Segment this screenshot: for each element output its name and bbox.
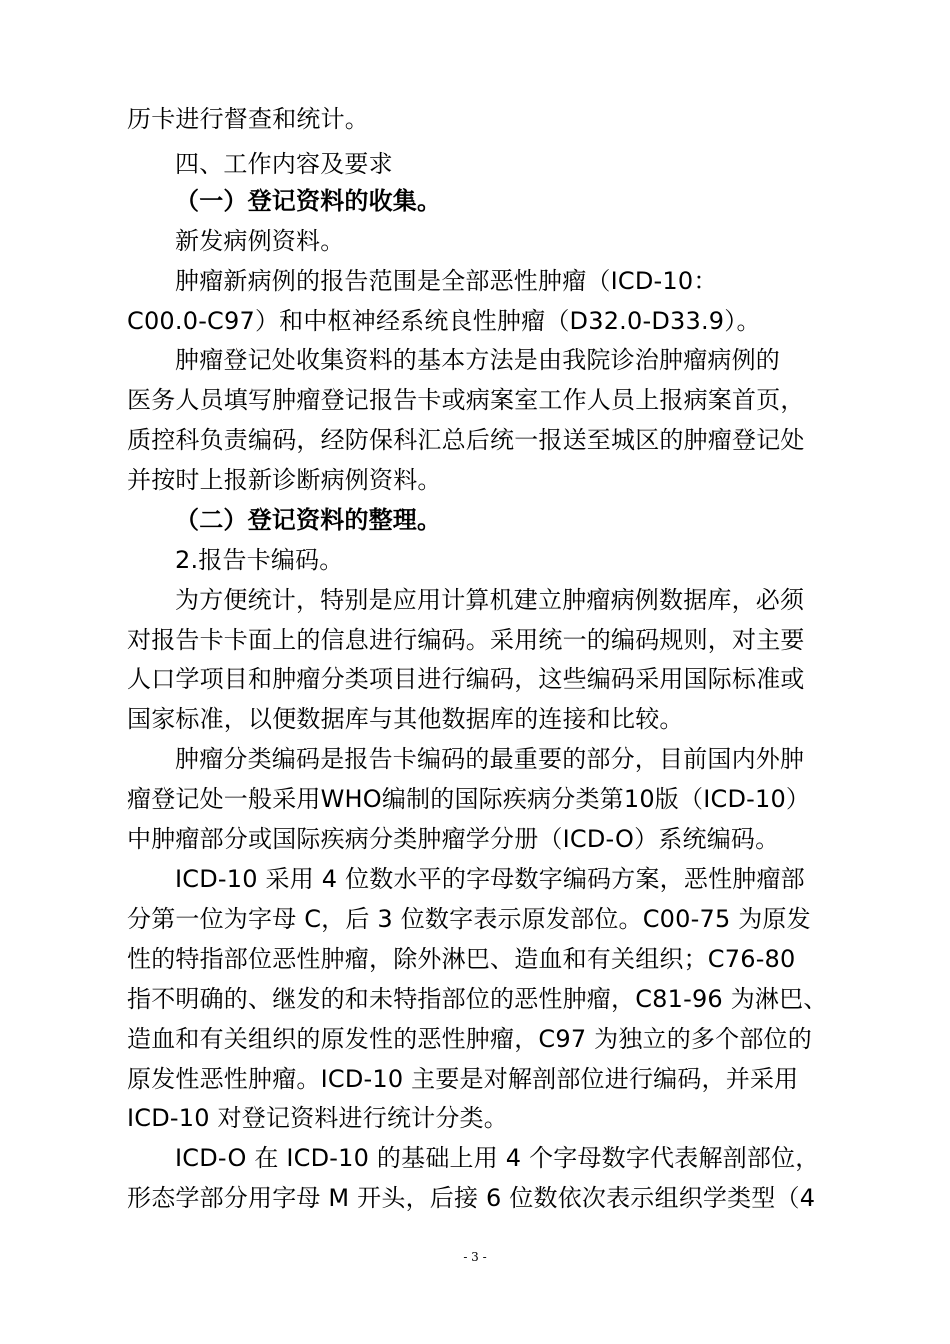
section-heading: 四、工作内容及要求 [175, 150, 393, 178]
text-line: 原发性恶性肿瘤。ICD-10 主要是对解剖部位进行编码，并采用 [127, 1065, 799, 1093]
text-line: 历卡进行督查和统计。 [127, 105, 369, 133]
page-number: - 3 - [463, 1250, 487, 1264]
subsection-heading: （一）登记资料的收集。 [175, 187, 442, 215]
text-line: 质控科负责编码，经防保科汇总后统一报送至城区的肿瘤登记处 [127, 426, 805, 454]
text-line: 肿瘤分类编码是报告卡编码的最重要的部分，目前国内外肿 [175, 745, 805, 773]
text-line: 医务人员填写肿瘤登记报告卡或病案室工作人员上报病案首页， [127, 386, 805, 414]
text-line: 对报告卡卡面上的信息进行编码。采用统一的编码规则，对主要 [127, 626, 805, 654]
text-line: 为方便统计，特别是应用计算机建立肿瘤病例数据库，必须 [175, 586, 805, 614]
text-line: 2.报告卡编码。 [175, 546, 344, 574]
text-line: 人口学项目和肿瘤分类项目进行编码，这些编码采用国际标准或 [127, 665, 805, 693]
text-line: 国家标准，以便数据库与其他数据库的连接和比较。 [127, 705, 684, 733]
text-line: 瘤登记处一般采用WHO编制的国际疾病分类第10版（ICD-10） [127, 785, 811, 813]
text-line: ICD-10 对登记资料进行统计分类。 [127, 1104, 508, 1132]
text-line: 指不明确的、继发的和未特指部位的恶性肿瘤，C81-96 为淋巴、 [127, 985, 828, 1013]
text-line: 造血和有关组织的原发性的恶性肿瘤，C97 为独立的多个部位的 [127, 1025, 812, 1053]
text-line: 肿瘤登记处收集资料的基本方法是由我院诊治肿瘤病例的 [175, 346, 780, 374]
text-line: 并按时上报新诊断病例资料。 [127, 466, 442, 494]
text-line: 形态学部分用字母 M 开头，后接 6 位数依次表示组织学类型（4 [127, 1184, 816, 1212]
text-line: 性的特指部位恶性肿瘤，除外淋巴、造血和有关组织；C76-80 [127, 945, 796, 973]
text-line: 中肿瘤部分或国际疾病分类肿瘤学分册（ICD-O）系统编码。 [127, 825, 780, 853]
text-line: 新发病例资料。 [175, 227, 345, 255]
text-line: 分第一位为字母 C，后 3 位数字表示原发部位。C00-75 为原发 [127, 905, 811, 933]
text-line: 肿瘤新病例的报告范围是全部恶性肿瘤（ICD-10： [175, 267, 718, 295]
text-line: C00.0-C97）和中枢神经系统良性肿瘤（D32.0-D33.9）。 [127, 307, 761, 335]
subsection-heading: （二）登记资料的整理。 [175, 506, 442, 534]
text-line: ICD-O 在 ICD-10 的基础上用 4 个字母数字代表解剖部位， [175, 1144, 820, 1172]
text-line: ICD-10 采用 4 位数水平的字母数字编码方案，恶性肿瘤部 [175, 865, 805, 893]
